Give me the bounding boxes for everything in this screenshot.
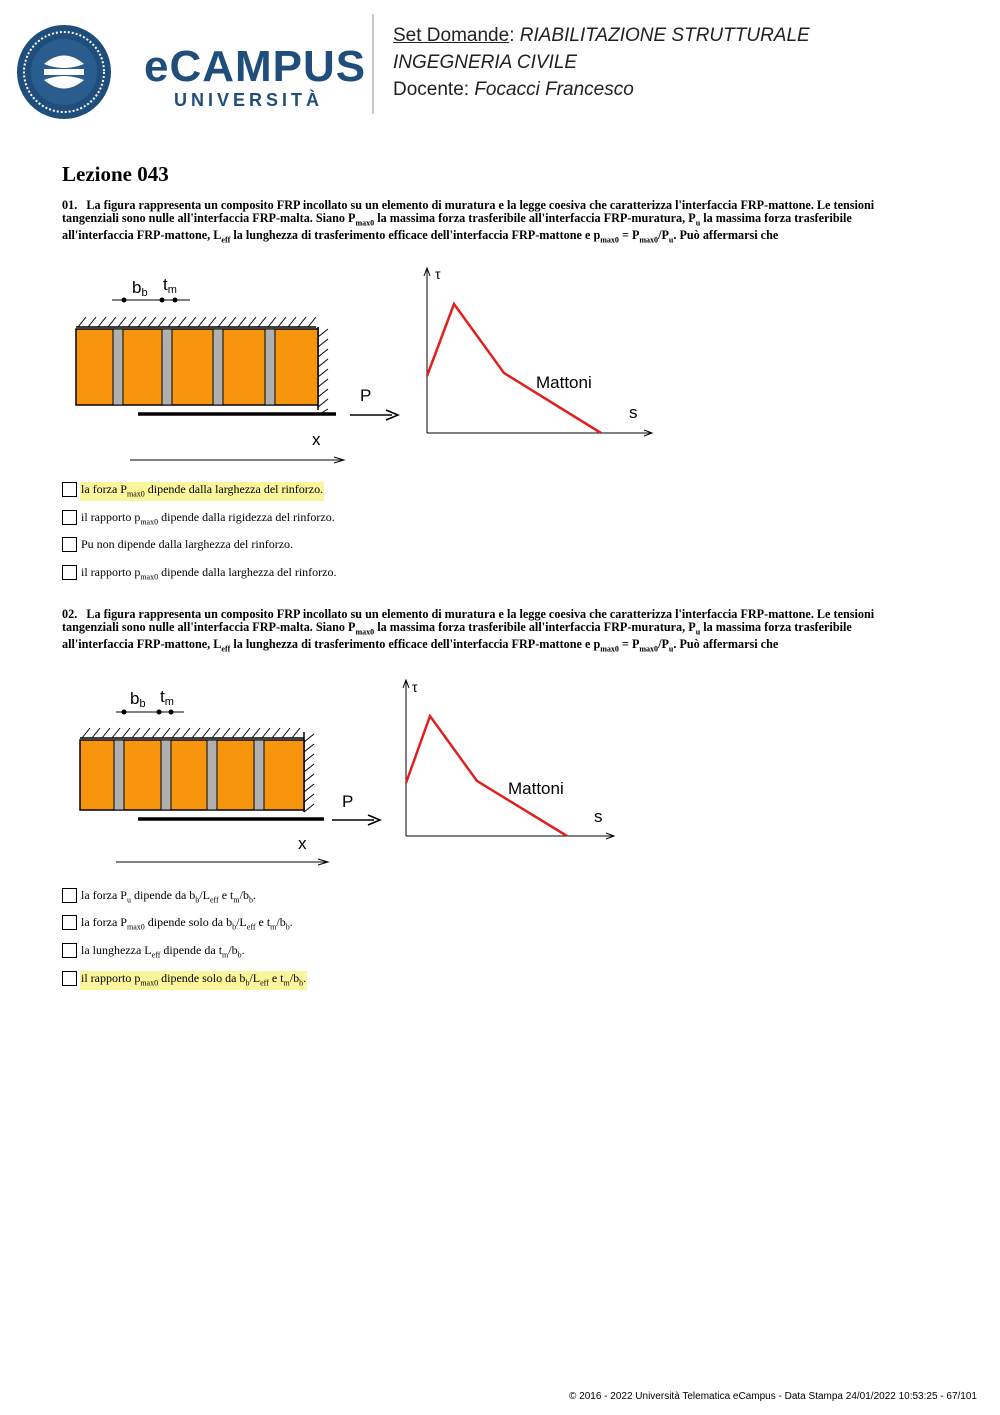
svg-text:s: s: [629, 403, 638, 422]
question-1-figure: [62, 260, 662, 470]
option-label: la forza $P_{max0}$ dipende dalla larghezza del rinforzo.: [80, 482, 324, 501]
checkbox[interactable]: [62, 482, 77, 497]
question-2-figure: [62, 672, 662, 872]
teacher-name: Focacci Francesco: [474, 79, 634, 100]
option-label: il rapporto $p_{max0}$ dipende dalla rigidezza del rinforzo.: [81, 510, 335, 527]
ecampus-seal-icon: [14, 22, 134, 122]
svg-text:tm: tm: [160, 687, 174, 708]
svg-text:s: s: [594, 807, 603, 826]
svg-text:tm: tm: [163, 275, 177, 296]
ecampus-logo: [14, 22, 367, 122]
page-header: [0, 0, 1000, 130]
lesson-title: Lezione 043: [62, 162, 169, 186]
header-info: Set Domande: RIABILITAZIONE STRUTTURALE INGEGNERIA CIVILE Docente: Focacci Francesco: [393, 25, 810, 100]
svg-text:bb: bb: [132, 278, 148, 299]
svg-text:Mattoni: Mattoni: [508, 779, 564, 798]
svg-text:bb: bb: [130, 689, 146, 710]
page-footer: © 2016 - 2022 Università Telematica eCampus - Data Stampa 24/01/2022 10:53:25 - 67/101: [569, 1391, 977, 1402]
question-number: 01.: [62, 198, 78, 212]
option-label: la forza $P_u$ dipende da $b_b/L_{eff}$ e $t_m/b_b$.: [81, 888, 256, 905]
svg-text:τ: τ: [435, 266, 441, 282]
checkbox[interactable]: [62, 510, 77, 525]
svg-text:P: P: [342, 792, 354, 811]
logo-sub-text: UNIVERSITÀ: [174, 90, 324, 110]
checkbox[interactable]: [62, 888, 77, 903]
header-divider: [372, 14, 374, 114]
teacher-label: Docente:: [393, 79, 470, 100]
checkbox[interactable]: [62, 943, 77, 958]
option-label: Pu non dipende dalla larghezza del rinforzo.: [81, 537, 294, 551]
set-label: Set Domande: [393, 25, 510, 46]
checkbox[interactable]: [62, 537, 77, 552]
option-label: la lunghezza $L_{eff}$ dipende da $t_m/b_b$.: [81, 943, 245, 960]
svg-text:x: x: [298, 834, 307, 853]
question-1-text: 01. La figura rappresenta un composito FRP incollato su un elemento di muratura e la legge coesiva che caratterizza l'interfaccia FRP-mattone. Le tensioni tangenziali sono nulle all'interfaccia FRP-malta. Siano $P_{max0}$ la massima forza trasferibile all'interfaccia FRP-muratura, $P_u$ la massima forza trasferibile all'interfaccia FRP-mattone, $L_{eff}$ la lunghezza di trasferimento efficace dell'interfaccia FRP-mattone e $p_{max0} = P_{max0}/P_u$. Può affermarsi che: [62, 198, 875, 245]
option-label: il rapporto $p_{max0}$ dipende solo da $b_b/L_{eff}$ e $t_m/b_b$.: [80, 971, 307, 990]
logo-main-text: eCAMPUS: [144, 42, 367, 91]
svg-text:P: P: [360, 386, 372, 405]
svg-text:τ: τ: [412, 679, 418, 695]
course-name: RIABILITAZIONE STRUTTURALE: [519, 25, 810, 46]
question-number: 02.: [62, 607, 78, 621]
option-label: il rapporto $p_{max0}$ dipende dalla larghezza del rinforzo.: [81, 565, 337, 582]
checkbox[interactable]: [62, 971, 77, 986]
option-label: la forza $P_{max0}$ dipende solo da $b_b/L_{eff}$ e $t_m/b_b$.: [81, 915, 293, 932]
svg-text:x: x: [312, 430, 321, 449]
question-2-text: 02. La figura rappresenta un composito FRP incollato su un elemento di muratura e la legge coesiva che caratterizza l'interfaccia FRP-mattone. Le tensioni tangenziali sono nulle all'interfaccia FRP-malta. Siano $P_{max0}$ la massima forza trasferibile all'interfaccia FRP-muratura, $P_u$ la massima forza trasferibile all'interfaccia FRP-mattone, $L_{eff}$ la lunghezza di trasferimento efficace dell'interfaccia FRP-mattone e $p_{max0} = P_{max0}/P_u$. Può affermarsi che: [62, 607, 875, 654]
checkbox[interactable]: [62, 565, 77, 580]
checkbox[interactable]: [62, 915, 77, 930]
svg-text:Mattoni: Mattoni: [536, 373, 592, 392]
degree-name: INGEGNERIA CIVILE: [393, 52, 578, 73]
